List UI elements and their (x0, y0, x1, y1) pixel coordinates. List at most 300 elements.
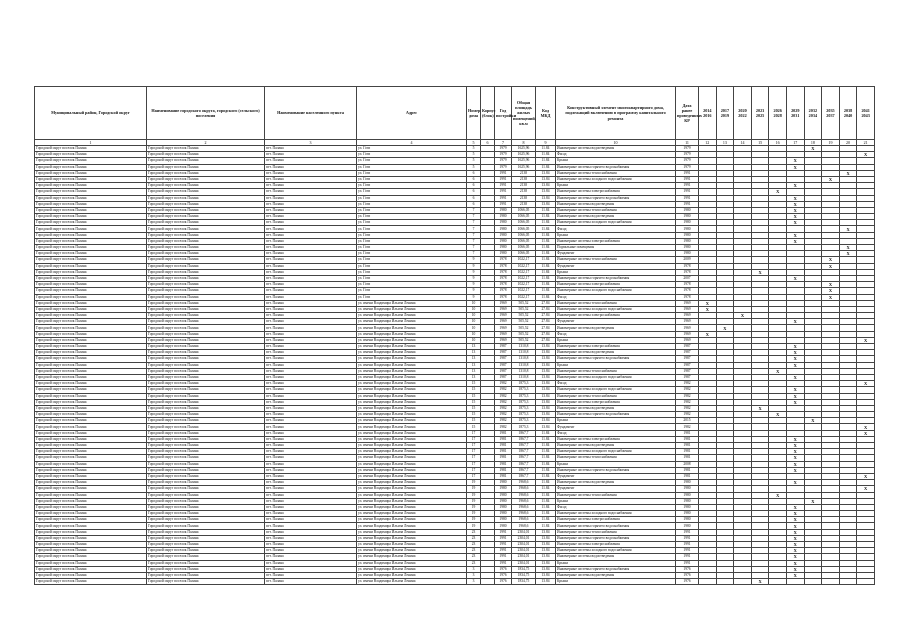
cell-locality: пгт. Палана (265, 275, 357, 281)
cell-area: 1310,8 (512, 362, 536, 368)
cell-locality: пгт. Палана (265, 542, 357, 548)
cell-house-number: 10 (467, 306, 481, 312)
cell-area: 1875,3 (512, 399, 536, 405)
cell-period-mark: X (804, 146, 822, 152)
cell-settlement: Городской округ поселок Палана (147, 523, 265, 529)
column-number: 7 (495, 140, 512, 146)
cell-locality: пгт. Палана (265, 214, 357, 220)
cell-house-number: 19 (467, 498, 481, 504)
cell-address: ул. имени Владимира Ильича Ленина (357, 374, 467, 380)
cell-settlement: Городской округ поселок Палана (147, 566, 265, 572)
cell-period-mark (857, 579, 875, 585)
cell-locality: пгт. Палана (265, 195, 357, 201)
cell-settlement: Городской округ поселок Палана (147, 424, 265, 430)
cell-area: 1968,6 (512, 480, 536, 486)
cell-house-number: 6 (467, 170, 481, 176)
column-number: 21 (857, 140, 875, 146)
cell-area: 1310,8 (512, 374, 536, 380)
cell-address: ул. Гоги (357, 195, 467, 201)
cell-mkd-code: 11.84 (536, 164, 556, 170)
cell-settlement: Городской округ поселок Палана (147, 232, 265, 238)
cell-locality: пгт. Палана (265, 263, 357, 269)
cell-previous-repair-date: 1978 (676, 282, 699, 288)
cell-address: ул. имени Владимира Ильича Ленина (357, 337, 467, 343)
cell-structural-element: Инженерные системы горячего водоснабжения (556, 412, 676, 418)
cell-mkd-code: 13.84 (536, 548, 556, 554)
cell-locality: пгт. Палана (265, 412, 357, 418)
cell-period-mark (716, 579, 734, 585)
cell-period-mark: X (839, 245, 857, 251)
cell-structural-element: Крыша (556, 183, 676, 189)
cell-structural-element: Фасад (556, 381, 676, 387)
cell-year-built: 1981 (495, 473, 512, 479)
cell-area: 505,52 (512, 337, 536, 343)
cell-previous-repair-date: 1980 (676, 498, 699, 504)
cell-period-mark: X (786, 158, 804, 164)
cell-area: 1968,6 (512, 511, 536, 517)
cell-settlement: Городской округ поселок Палана (147, 300, 265, 306)
cell-address: ул. Гоги (357, 282, 467, 288)
cell-settlement: Городской округ поселок Палана (147, 207, 265, 213)
cell-house-number: 15 (467, 381, 481, 387)
cell-year-built: 1982 (495, 399, 512, 405)
cell-year-built: 1991 (495, 195, 512, 201)
cell-structural-element: Крыша (556, 498, 676, 504)
cell-period-mark: X (786, 529, 804, 535)
cell-year-built: 1982 (495, 412, 512, 418)
cell-structural-element: Инженерные системы холодного водоснабжения (556, 374, 676, 380)
cell-locality: пгт. Палана (265, 164, 357, 170)
cell-address: ул. имени Владимира Ильича Ленина (357, 381, 467, 387)
cell-locality: пгт. Палана (265, 436, 357, 442)
cell-period-mark: X (786, 517, 804, 523)
cell-area: 1066,05 (512, 207, 536, 213)
cell-mkd-code: 11.84 (536, 504, 556, 510)
cell-locality: пгт. Палана (265, 251, 357, 257)
cell-district: Городской округ поселок Палана (35, 207, 147, 213)
cell-settlement: Городской округ поселок Палана (147, 331, 265, 337)
cell-period-mark: X (769, 412, 787, 418)
cell-house-number: 10 (467, 300, 481, 306)
cell-district: Городской округ поселок Палана (35, 275, 147, 281)
cell-house-number: 15 (467, 405, 481, 411)
cell-area: 1310,8 (512, 350, 536, 356)
cell-house-number: 7 (467, 226, 481, 232)
cell-address: ул. имени Владимира Ильича Ленина (357, 455, 467, 461)
cell-locality: пгт. Палана (265, 306, 357, 312)
column-number: 8 (512, 140, 536, 146)
cell-mkd-code: 11.84 (536, 220, 556, 226)
cell-locality: пгт. Палана (265, 344, 357, 350)
cell-previous-repair-date: 1991 (676, 548, 699, 554)
cell-area: 505,52 (512, 319, 536, 325)
column-header: Муниципальный район, Городской округ (35, 87, 147, 140)
cell-address: ул. Гоги (357, 288, 467, 294)
cell-house-number: 9 (467, 282, 481, 288)
column-header: 2041 2043 (857, 87, 875, 140)
cell-year-built: 1987 (495, 362, 512, 368)
cell-mkd-code: 11.84 (536, 269, 556, 275)
cell-previous-repair-date: 1980 (676, 214, 699, 220)
cell-previous-repair-date: 1980 (676, 245, 699, 251)
cell-district: Городской округ поселок Палана (35, 269, 147, 275)
cell-address: ул. имени Владимира Ильича Ленина (357, 449, 467, 455)
cell-area: 1625,96 (512, 146, 536, 152)
cell-locality: пгт. Палана (265, 461, 357, 467)
cell-address: ул. имени Владимира Ильича Ленина (357, 368, 467, 374)
cell-district: Городской округ поселок Палана (35, 337, 147, 343)
cell-house-number: 15 (467, 412, 481, 418)
cell-mkd-code: 13.84 (536, 387, 556, 393)
cell-district: Городской округ поселок Палана (35, 257, 147, 263)
cell-mkd-code: 13.84 (536, 195, 556, 201)
cell-house-number: 17 (467, 473, 481, 479)
cell-structural-element: Инженерные системы электроснабжения (556, 282, 676, 288)
cell-year-built: 1980 (495, 238, 512, 244)
cell-house-number: 10 (467, 325, 481, 331)
cell-previous-repair-date: 1969 (676, 325, 699, 331)
cell-period-mark: X (786, 572, 804, 578)
cell-district: Городской округ поселок Палана (35, 579, 147, 585)
column-header: Адрес (357, 87, 467, 140)
cell-area: 1066,05 (512, 226, 536, 232)
cell-structural-element: Инженерные системы водоотведения (556, 146, 676, 152)
cell-previous-repair-date: 1978 (676, 288, 699, 294)
cell-year-built: 1991 (495, 542, 512, 548)
cell-district: Городской округ поселок Палана (35, 548, 147, 554)
cell-year-built: 1978 (495, 282, 512, 288)
column-number: 19 (822, 140, 840, 146)
cell-structural-element: Инженерные системы холодного водоснабжения (556, 511, 676, 517)
cell-locality: пгт. Палана (265, 269, 357, 275)
cell-address: ул. Гоги (357, 226, 467, 232)
cell-address: ул. Гоги (357, 263, 467, 269)
cell-previous-repair-date: 1978 (676, 263, 699, 269)
column-number: 9 (536, 140, 556, 146)
cell-address: ул. имени Владимира Ильича Ленина (357, 319, 467, 325)
cell-house-number: 9 (467, 257, 481, 263)
cell-district: Городской округ поселок Палана (35, 381, 147, 387)
cell-house-number: 17 (467, 443, 481, 449)
cell-locality: пгт. Палана (265, 504, 357, 510)
cell-previous-repair-date: 1980 (676, 511, 699, 517)
cell-area: 2304,01 (512, 548, 536, 554)
cell-locality: пгт. Палана (265, 480, 357, 486)
cell-district: Городской округ поселок Палана (35, 263, 147, 269)
cell-mkd-code: 11.84 (536, 282, 556, 288)
cell-locality: пгт. Палана (265, 430, 357, 436)
cell-locality: пгт. Палана (265, 282, 357, 288)
cell-locality: пгт. Палана (265, 257, 357, 263)
cell-locality: пгт. Палана (265, 319, 357, 325)
cell-mkd-code: 11.84 (536, 480, 556, 486)
cell-period-mark: X (786, 480, 804, 486)
cell-house-number: 19 (467, 517, 481, 523)
cell-locality: пгт. Палана (265, 511, 357, 517)
column-number: 15 (751, 140, 769, 146)
cell-previous-repair-date: 1980 (676, 480, 699, 486)
cell-settlement: Городской округ поселок Палана (147, 517, 265, 523)
cell-structural-element: Инженерные системы теплоснабжения (556, 300, 676, 306)
cell-area: 2304,01 (512, 560, 536, 566)
cell-house-number: 9 (467, 269, 481, 275)
cell-period-mark: X (751, 405, 769, 411)
cell-mkd-code: 11.84 (536, 214, 556, 220)
cell-year-built: 1980 (495, 486, 512, 492)
cell-settlement: Городской округ поселок Палана (147, 511, 265, 517)
cell-previous-repair-date: 1969 (676, 300, 699, 306)
cell-year-built: 1981 (495, 436, 512, 442)
cell-locality: пгт. Палана (265, 337, 357, 343)
cell-year-built: 1980 (495, 480, 512, 486)
cell-locality: пгт. Палана (265, 245, 357, 251)
cell-locality: пгт. Палана (265, 158, 357, 164)
cell-address: ул. Гоги (357, 275, 467, 281)
cell-structural-element: Инженерные системы теплоснабжения (556, 393, 676, 399)
cell-house-number: 10 (467, 331, 481, 337)
cell-settlement: Городской округ поселок Палана (147, 393, 265, 399)
cell-area: 2304,01 (512, 529, 536, 535)
cell-locality: пгт. Палана (265, 579, 357, 585)
cell-address: ул. имени Владимира Ильича Ленина (357, 362, 467, 368)
cell-mkd-code: 11.84 (536, 146, 556, 152)
cell-period-mark: X (822, 263, 840, 269)
cell-district: Городской округ поселок Палана (35, 436, 147, 442)
cell-area: 1867,7 (512, 449, 536, 455)
cell-address: ул. имени Владимира Ильича Ленина (357, 350, 467, 356)
cell-settlement: Городской округ поселок Палана (147, 319, 265, 325)
cell-locality: пгт. Палана (265, 374, 357, 380)
cell-area: 1022,17 (512, 269, 536, 275)
column-number: 16 (769, 140, 787, 146)
table-body (35, 146, 875, 585)
cell-area: 1625,96 (512, 164, 536, 170)
cell-district: Городской округ поселок Палана (35, 560, 147, 566)
cell-structural-element: Фундамент (556, 473, 676, 479)
cell-house-number: 6 (467, 195, 481, 201)
cell-district: Городской округ поселок Палана (35, 399, 147, 405)
cell-district: Городской округ поселок Палана (35, 511, 147, 517)
cell-area: 1867,7 (512, 473, 536, 479)
cell-mkd-code: 11.84 (536, 436, 556, 442)
cell-area: 1066,05 (512, 245, 536, 251)
cell-year-built: 1981 (495, 430, 512, 436)
cell-house-number: 3 (467, 566, 481, 572)
cell-mkd-code: 11.84 (536, 257, 556, 263)
cell-locality: пгт. Палана (265, 288, 357, 294)
cell-locality: пгт. Палана (265, 220, 357, 226)
cell-settlement: Городской округ поселок Палана (147, 554, 265, 560)
cell-locality: пгт. Палана (265, 424, 357, 430)
cell-address: ул. имени Владимира Ильича Ленина (357, 498, 467, 504)
cell-locality: пгт. Палана (265, 486, 357, 492)
cell-settlement: Городской округ поселок Палана (147, 201, 265, 207)
cell-house-number: 13 (467, 356, 481, 362)
column-header: Год постройки (495, 87, 512, 140)
cell-house-number: 7 (467, 251, 481, 257)
column-number: 2 (147, 140, 265, 146)
cell-area: 2138 (512, 195, 536, 201)
cell-locality: пгт. Палана (265, 313, 357, 319)
cell-address: ул. имени Владимира Ильича Ленина (357, 436, 467, 442)
cell-district: Городской округ поселок Палана (35, 368, 147, 374)
cell-year-built: 1969 (495, 313, 512, 319)
column-header: Корпус (блок) (481, 87, 495, 140)
cell-previous-repair-date: 1979 (676, 164, 699, 170)
cell-year-built: 1982 (495, 387, 512, 393)
cell-settlement: Городской округ поселок Палана (147, 263, 265, 269)
cell-period-mark: X (786, 344, 804, 350)
cell-house-number: 17 (467, 449, 481, 455)
cell-period-mark: X (857, 430, 875, 436)
cell-previous-repair-date: 1987 (676, 356, 699, 362)
cell-year-built: 1978 (495, 269, 512, 275)
cell-settlement: Городской округ поселок Палана (147, 257, 265, 263)
cell-settlement: Городской округ поселок Палана (147, 220, 265, 226)
cell-period-mark: X (786, 356, 804, 362)
cell-previous-repair-date: 1980 (676, 207, 699, 213)
cell-address: ул. Гоги (357, 238, 467, 244)
cell-period-mark: X (769, 189, 787, 195)
cell-previous-repair-date: 1987 (676, 344, 699, 350)
cell-year-built: 1981 (495, 461, 512, 467)
cell-house-number: 7 (467, 232, 481, 238)
cell-period-mark: X (786, 535, 804, 541)
cell-previous-repair-date: 1981 (676, 467, 699, 473)
cell-house-number: 3 (467, 579, 481, 585)
cell-address: ул. Гоги (357, 158, 467, 164)
cell-structural-element: Инженерные системы холодного водоснабжения (556, 387, 676, 393)
cell-structural-element: Инженерные системы теплоснабжения (556, 368, 676, 374)
cell-year-built: 1982 (495, 381, 512, 387)
cell-house-number: 15 (467, 387, 481, 393)
cell-address: ул. имени Владимира Ильича Ленина (357, 548, 467, 554)
cell-year-built: 1980 (495, 251, 512, 257)
cell-house-number: 19 (467, 486, 481, 492)
cell-structural-element: Фундамент (556, 424, 676, 430)
cell-settlement: Городской округ поселок Палана (147, 504, 265, 510)
cell-mkd-code: 11.84 (536, 245, 556, 251)
cell-period-mark: X (699, 300, 717, 306)
cell-mkd-code: 13.84 (536, 418, 556, 424)
cell-address: ул. имени Владимира Ильича Ленина (357, 430, 467, 436)
cell-structural-element: Инженерные системы холодного водоснабжения (556, 306, 676, 312)
cell-year-built: 1981 (495, 443, 512, 449)
column-header: Конструктивный элемент многоквартирного дома, подлежащий включению в программу капитального ремонта (556, 87, 676, 140)
cell-house-number: 5 (467, 152, 481, 158)
cell-area: 1867,7 (512, 436, 536, 442)
cell-mkd-code: 13.84 (536, 542, 556, 548)
cell-structural-element: Фундамент (556, 319, 676, 325)
column-header: Наименование городского округа, городского (сельского) поселения (147, 87, 265, 140)
cell-locality: пгт. Палана (265, 381, 357, 387)
cell-mkd-code: 11.84 (536, 251, 556, 257)
cell-mkd-code: 11.84 (536, 275, 556, 281)
cell-house-number: 23 (467, 529, 481, 535)
cell-mkd-code: 27.84 (536, 300, 556, 306)
cell-year-built: 1980 (495, 504, 512, 510)
column-number: 11 (676, 140, 699, 146)
cell-house-number: 23 (467, 554, 481, 560)
cell-locality: пгт. Палана (265, 473, 357, 479)
cell-period-mark: X (786, 467, 804, 473)
cell-year-built: 1991 (495, 529, 512, 535)
cell-year-built: 1980 (495, 226, 512, 232)
cell-mkd-code: 11.84 (536, 430, 556, 436)
cell-area: 1968,6 (512, 486, 536, 492)
cell-district: Городской округ поселок Палана (35, 572, 147, 578)
cell-period-mark: X (857, 337, 875, 343)
cell-address: ул. имени Владимира Ильича Ленина (357, 325, 467, 331)
cell-year-built: 1980 (495, 232, 512, 238)
cell-area: 2138 (512, 176, 536, 182)
cell-year-built: 1969 (495, 300, 512, 306)
cell-mkd-code: 27.84 (536, 306, 556, 312)
cell-previous-repair-date: 2008 (676, 461, 699, 467)
cell-locality: пгт. Палана (265, 226, 357, 232)
cell-period-mark (769, 579, 787, 585)
cell-address: ул. Гоги (357, 232, 467, 238)
cell-period-mark (839, 579, 857, 585)
cell-mkd-code: 13.84 (536, 381, 556, 387)
cell-settlement: Городской округ поселок Палана (147, 275, 265, 281)
cell-year-built: 1978 (495, 263, 512, 269)
cell-locality: пгт. Палана (265, 418, 357, 424)
cell-settlement: Городской округ поселок Палана (147, 282, 265, 288)
cell-area: 1022,17 (512, 257, 536, 263)
cell-structural-element: Фасад (556, 152, 676, 158)
cell-mkd-code: 11.84 (536, 498, 556, 504)
cell-period-mark: X (786, 319, 804, 325)
cell-year-built: 1969 (495, 319, 512, 325)
cell-mkd-code: 27.84 (536, 313, 556, 319)
cell-address: ул. Гоги (357, 183, 467, 189)
cell-period-mark: X (804, 498, 822, 504)
cell-address: ул. имени Владимира Ильича Ленина (357, 393, 467, 399)
cell-year-built: 1982 (495, 424, 512, 430)
cell-mkd-code: 11.84 (536, 263, 556, 269)
cell-locality: пгт. Палана (265, 529, 357, 535)
cell-district: Городской округ поселок Палана (35, 374, 147, 380)
cell-previous-repair-date: 1981 (676, 473, 699, 479)
cell-area: 1066,05 (512, 238, 536, 244)
cell-previous-repair-date: 1982 (676, 387, 699, 393)
cell-settlement: Городской округ поселок Палана (147, 535, 265, 541)
cell-address: ул. Гоги (357, 214, 467, 220)
cell-year-built: 1991 (495, 176, 512, 182)
cell-settlement: Городской округ поселок Палана (147, 189, 265, 195)
cell-locality: пгт. Палана (265, 146, 357, 152)
cell-year-built: 1969 (495, 331, 512, 337)
cell-previous-repair-date: 1982 (676, 412, 699, 418)
cell-year-built: 1987 (495, 374, 512, 380)
cell-district: Городской округ поселок Палана (35, 294, 147, 300)
cell-locality: пгт. Палана (265, 449, 357, 455)
cell-address: ул. имени Владимира Ильича Ленина (357, 424, 467, 430)
cell-period-mark (734, 579, 752, 585)
cell-previous-repair-date: 1982 (676, 399, 699, 405)
cell-year-built: 1991 (495, 183, 512, 189)
cell-settlement: Городской округ поселок Палана (147, 405, 265, 411)
cell-locality: пгт. Палана (265, 535, 357, 541)
cell-structural-element: Крыша (556, 269, 676, 275)
cell-period-mark: X (786, 443, 804, 449)
cell-locality: пгт. Палана (265, 467, 357, 473)
cell-address: ул. Гоги (357, 201, 467, 207)
cell-area: 505,52 (512, 331, 536, 337)
cell-district: Городской округ поселок Палана (35, 195, 147, 201)
cell-settlement: Городской округ поселок Палана (147, 337, 265, 343)
